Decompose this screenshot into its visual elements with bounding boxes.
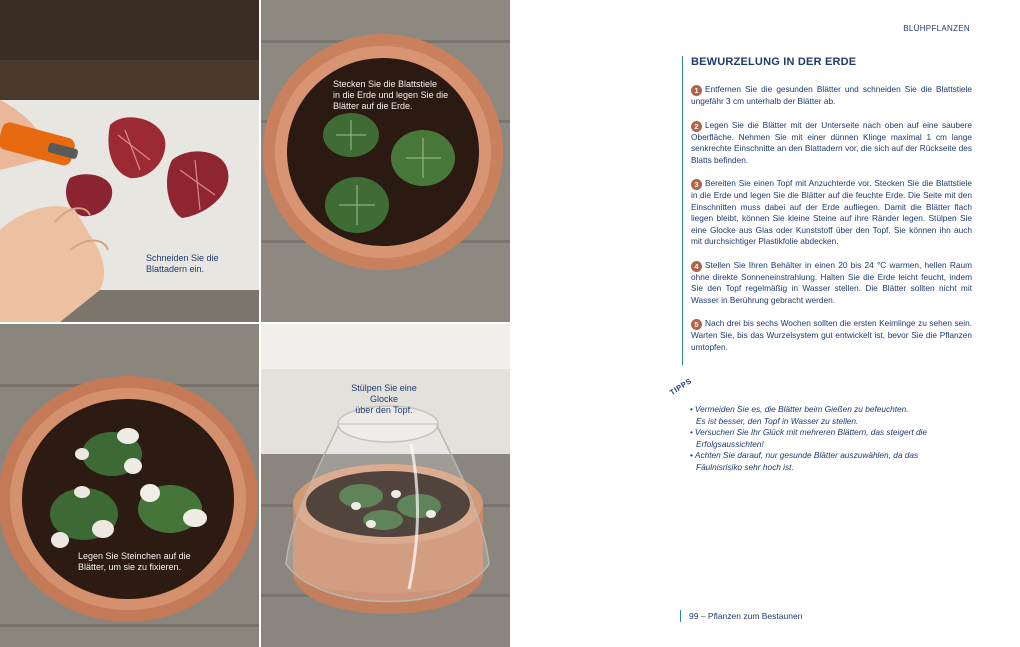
caption-line: Blätter, um sie zu fixieren. [78, 562, 182, 572]
caption-cut-veins [146, 253, 219, 275]
caption-lay-stones [78, 551, 191, 573]
bullet-icon: • [690, 427, 693, 437]
step-number-badge: 5 [691, 319, 702, 330]
caption-line: Blätter auf die Erde. [333, 101, 413, 111]
caption-line: Schneiden Sie die [146, 253, 219, 263]
tip-line: Vermeiden Sie es, die Blätter beim Gießen zu befeuchten. [694, 404, 909, 414]
caption-cover-bell [338, 383, 430, 416]
tip-line: Versuchen Sie Ihr Glück mit mehreren Blättern, das steigert die [694, 427, 928, 437]
caption-line: Stecken Sie die Blattstiele [333, 79, 438, 89]
caption-line: Stülpen Sie eine Glocke [351, 383, 417, 404]
step-text: Stellen Sie Ihren Behälter in einen 20 bis 24 °C warmen, hellen Raum ohne direkte Sonneneinstrahlung. Halten Sie die Erde leicht feucht, indem Sie den Topf regelmäßig in Wasser stellen. Die Blätter sollten nicht mit Wasser in Berührung gebracht werden. [691, 259, 972, 305]
instructions-section [682, 56, 972, 365]
step-number-badge: 4 [691, 261, 702, 272]
running-head: BLÜHPFLANZEN [903, 24, 970, 33]
step-text: Legen Sie die Blätter mit der Unterseite nach oben auf eine saubere Oberfläche. Nehmen Sie mit einer dünnen Klinge maximal 1 cm lange senkrechte Einschnitte an den Blattadern vor, die sich auf der Rückseite des Blatts befinden. [691, 119, 972, 165]
caption-line: Legen Sie Steinchen auf die [78, 551, 191, 561]
step-number-badge: 3 [691, 179, 702, 190]
step-5 [691, 318, 972, 353]
step-text: Entfernen Sie die gesunden Blätter und schneiden Sie die Blattstiele ungefähr 3 cm unterhalb der Blätter ab. [691, 84, 972, 106]
step-number-badge: 2 [691, 121, 702, 132]
right-page [510, 0, 1020, 647]
caption-line: in die Erde und legen Sie die [333, 90, 449, 100]
section-title: BEWURZELUNG IN DER ERDE [691, 56, 857, 68]
step-4 [691, 260, 972, 307]
tips-list [690, 404, 980, 473]
caption-line: Blattadern ein. [146, 264, 205, 274]
bullet-icon: • [690, 404, 693, 414]
tip-item [690, 404, 980, 427]
photo-leaves-on-soil [261, 0, 510, 322]
tip-line: Fäulnisrisiko sehr hoch ist. [696, 461, 794, 472]
tip-item [690, 427, 980, 450]
step-text: Bereiten Sie einen Topf mit Anzuchterde vor. Stecken Sie die Blattstiele in die Erde und legen Sie die Blätter auf die feuchte Erde. Die Seite mit den Einschnitten muss dabei auf der Erde aufliegen. Damit die Blätter flach liegen bleibt, können Sie kleine Steine auf ihre Ränder legen. Stülpen Sie eine Glocke aus Glas oder Kunststoff über den Topf. Sie können ihn auch mit durchsichtiger Plastikfolie abdecken. [691, 178, 972, 246]
tip-line: Achten Sie darauf, nur gesunde Blätter auszuwählen, da das [694, 450, 919, 460]
tips-label: TIPPS [668, 376, 694, 397]
step-text: Nach drei bis sechs Wochen sollten die ersten Keimlinge zu sehen sein. Warten Sie, bis das Wurzelsystem gut entwickelt ist, bevor Sie die Pflanzen umtopfen. [691, 318, 972, 352]
step-2 [691, 120, 972, 167]
step-1 [691, 84, 972, 108]
step-number-badge: 1 [691, 85, 702, 96]
caption-insert-stems [333, 79, 448, 112]
tip-line: Es ist besser, den Topf in Wasser zu stellen. [696, 415, 859, 426]
step-3 [691, 178, 972, 248]
tip-line: Erfolgsaussichten! [696, 438, 764, 449]
photo-glass-bell [261, 324, 510, 647]
photo-cutting-leaves [0, 0, 259, 322]
bullet-icon: • [690, 450, 693, 460]
caption-line: über den Topf. [355, 405, 413, 415]
tip-item [690, 450, 980, 473]
page-folio: 99 – Pflanzen zum Bestaunen [680, 610, 802, 622]
photo-stones-on-leaves [0, 324, 259, 647]
